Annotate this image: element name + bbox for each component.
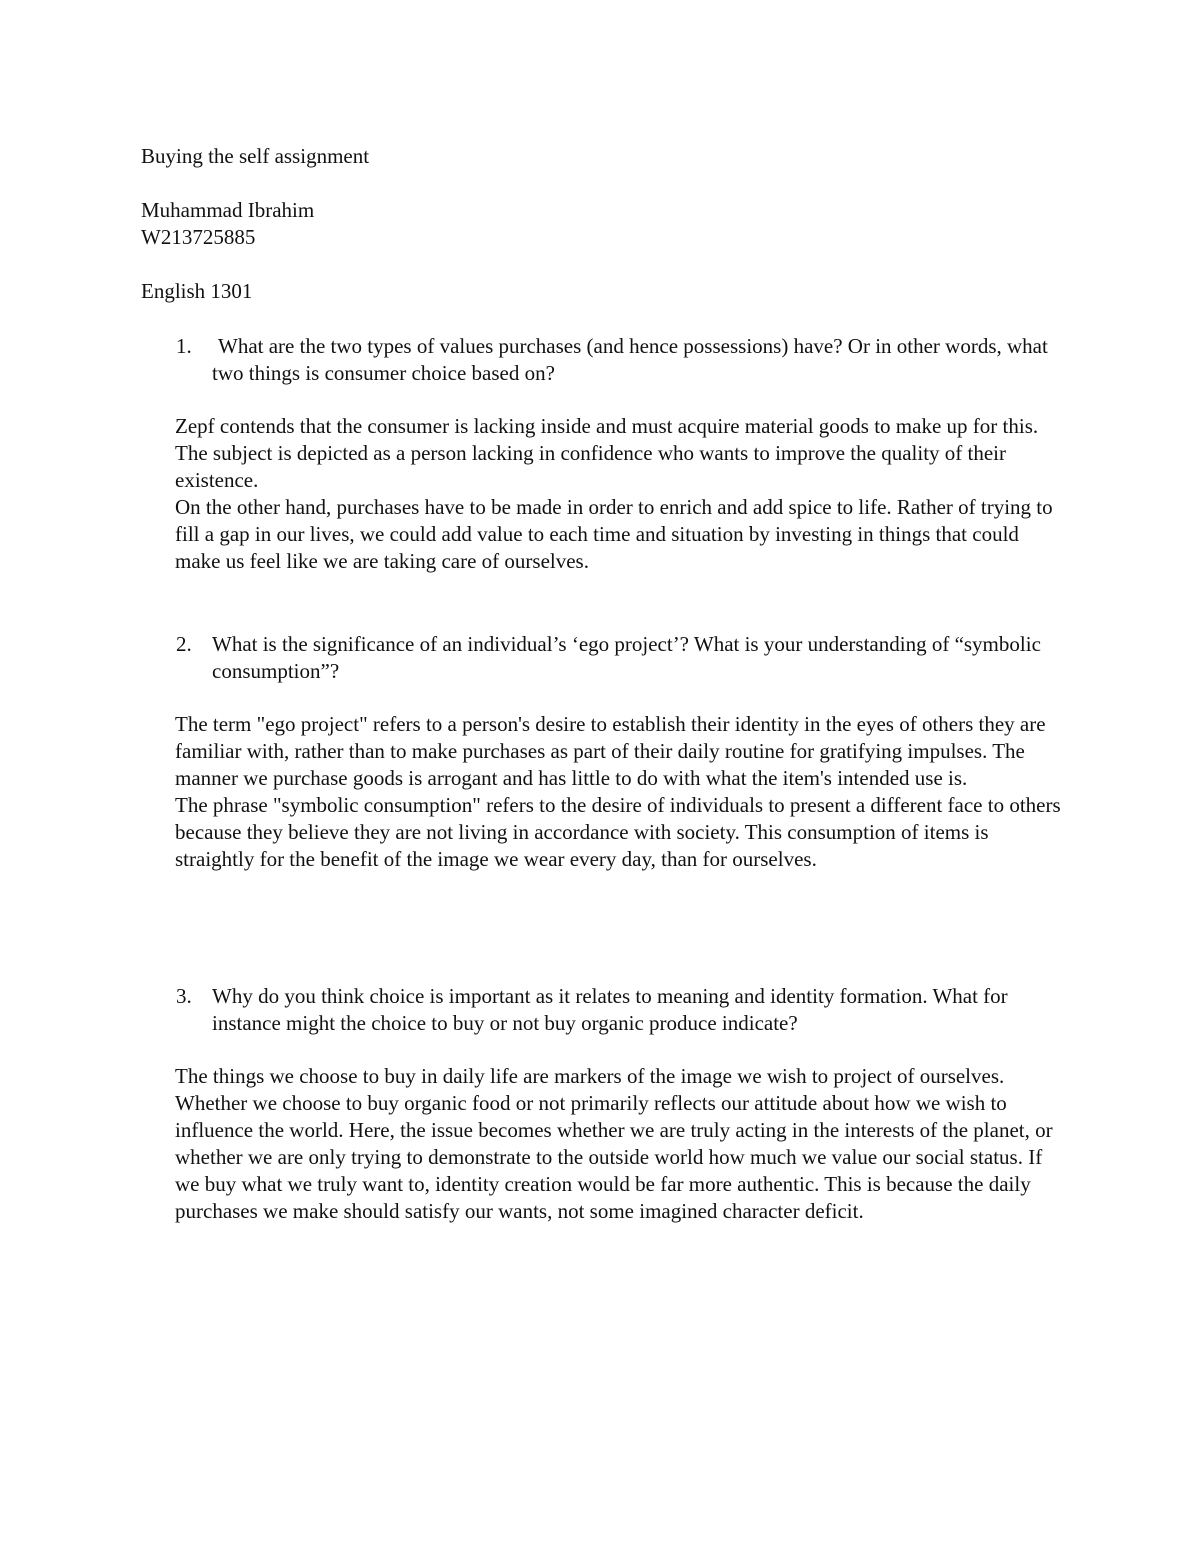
answer-paragraph: The things we choose to buy in daily life are markers of the image we wish to project of ourselves. Whether we choose to buy organic food or not primarily reflects our attitude about how we wish to influence the world. Here, the issue becomes whether we are truly acting in the interests of the planet, or whether we are only trying to demonstrate to the outside world how much we value our social status. If we buy what we truly want to, identity creation would be far more authentic. This is because the daily purchases we make should satisfy our wants, not some imagined character deficit. [175, 1064, 1053, 1223]
question-text: What is the significance of an individual’s ‘ego project’? What is your understanding of “symbolic consumption”? [212, 632, 1041, 683]
answer-2 [175, 711, 1065, 873]
answer-paragraph: The phrase "symbolic consumption" refers to the desire of individuals to present a different face to others because they believe they are not living in accordance with society. This consumption of items is straightly for the benefit of the image we wear every day, than for ourselves. [175, 793, 1061, 871]
question-number: 2. [176, 632, 192, 656]
author-name: Muhammad Ibrahim [141, 198, 315, 222]
answer-3 [175, 1063, 1065, 1225]
document-title: Buying the self assignment [141, 144, 370, 168]
question-text: Why do you think choice is important as it relates to meaning and identity formation. What for instance might the choice to buy or not buy organic produce indicate? [212, 984, 1008, 1035]
course-name: English 1301 [141, 279, 253, 303]
answer-paragraph: On the other hand, purchases have to be made in order to enrich and add spice to life. Rather of trying to fill a gap in our lives, we could add value to each time and situation by investing in things that could make us feel like we are taking care of ourselves. [175, 495, 1053, 573]
answer-1 [175, 413, 1065, 575]
answer-paragraph: Zepf contends that the consumer is lacking inside and must acquire material goods to make up for this. The subject is depicted as a person lacking in confidence who wants to improve the quality of their existence. [175, 414, 1039, 492]
answer-paragraph: The term "ego project" refers to a person's desire to establish their identity in the eyes of others they are familiar with, rather than to make purchases as part of their daily routine for gratifying impulses. The manner we purchase goods is arrogant and has little to do with what the item's intended use is. [175, 712, 1046, 790]
question-number: 3. [176, 984, 192, 1008]
question-number: 1. [176, 334, 192, 358]
student-id: W213725885 [141, 225, 256, 249]
question-text: What are the two types of values purchases (and hence possessions) have? Or in other words, what two things is consumer choice based on? [212, 334, 1048, 385]
